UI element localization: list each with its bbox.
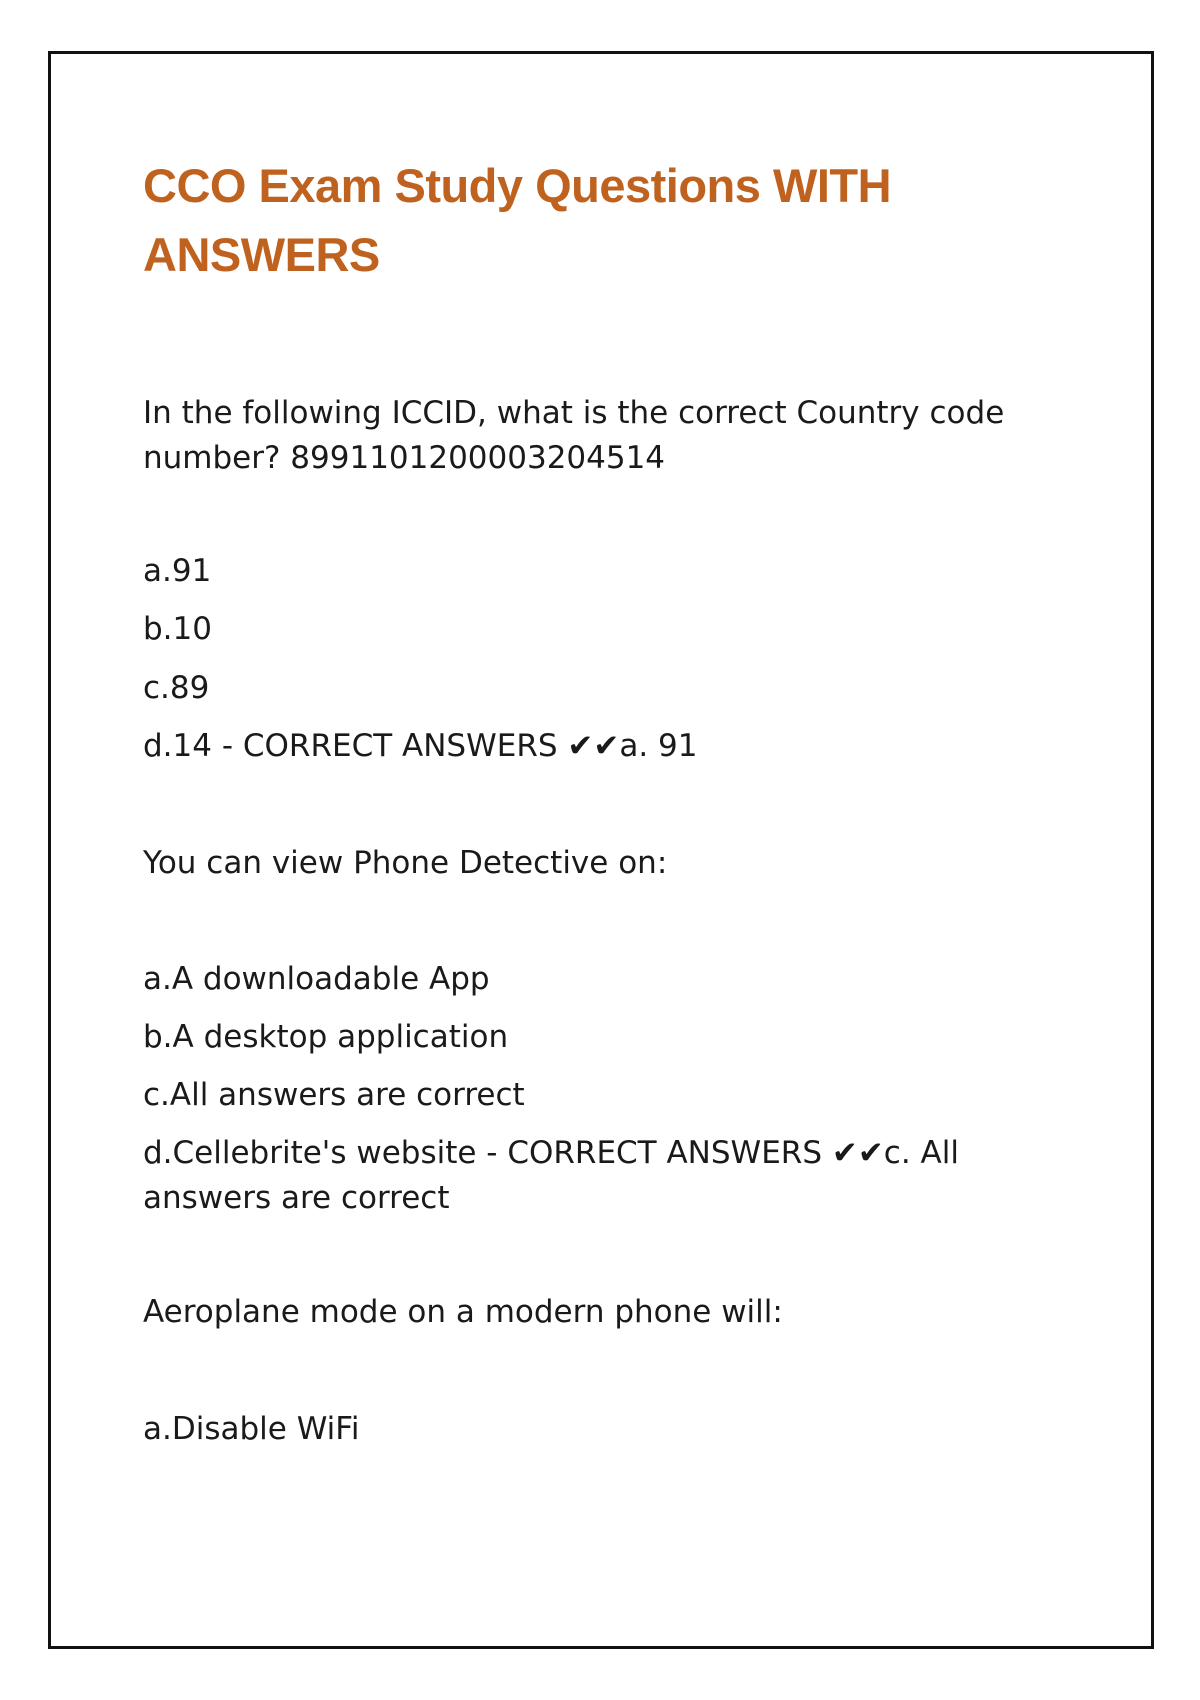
question-3-text: Aeroplane mode on a modern phone will: (143, 1294, 783, 1330)
question-2-text: You can view Phone Detective on: (143, 845, 668, 881)
question-1-option-a: a.91 (143, 553, 212, 589)
question-1-option-b: b.10 (143, 611, 212, 647)
question-1-option-d-answer: d.14 - CORRECT ANSWERS ✔✔a. 91 (143, 728, 698, 764)
question-2-option-b: b.A desktop application (143, 1019, 509, 1055)
question-1-text: In the following ICCID, what is the correct Country code number? 8991101200003204514 (143, 395, 1005, 476)
question-3-option-a: a.Disable WiFi (143, 1411, 360, 1447)
document-page (48, 51, 1154, 1649)
question-2-option-d-answer: d.Cellebrite's website - CORRECT ANSWERS ✔✔c. All answers are correct (143, 1135, 959, 1216)
question-2-option-a: a.A downloadable App (143, 961, 490, 997)
document-title: CCO Exam Study Questions WITH ANSWERS (143, 159, 892, 281)
question-1-option-c: c.89 (143, 670, 210, 706)
question-2-option-c: c.All answers are correct (143, 1077, 525, 1113)
